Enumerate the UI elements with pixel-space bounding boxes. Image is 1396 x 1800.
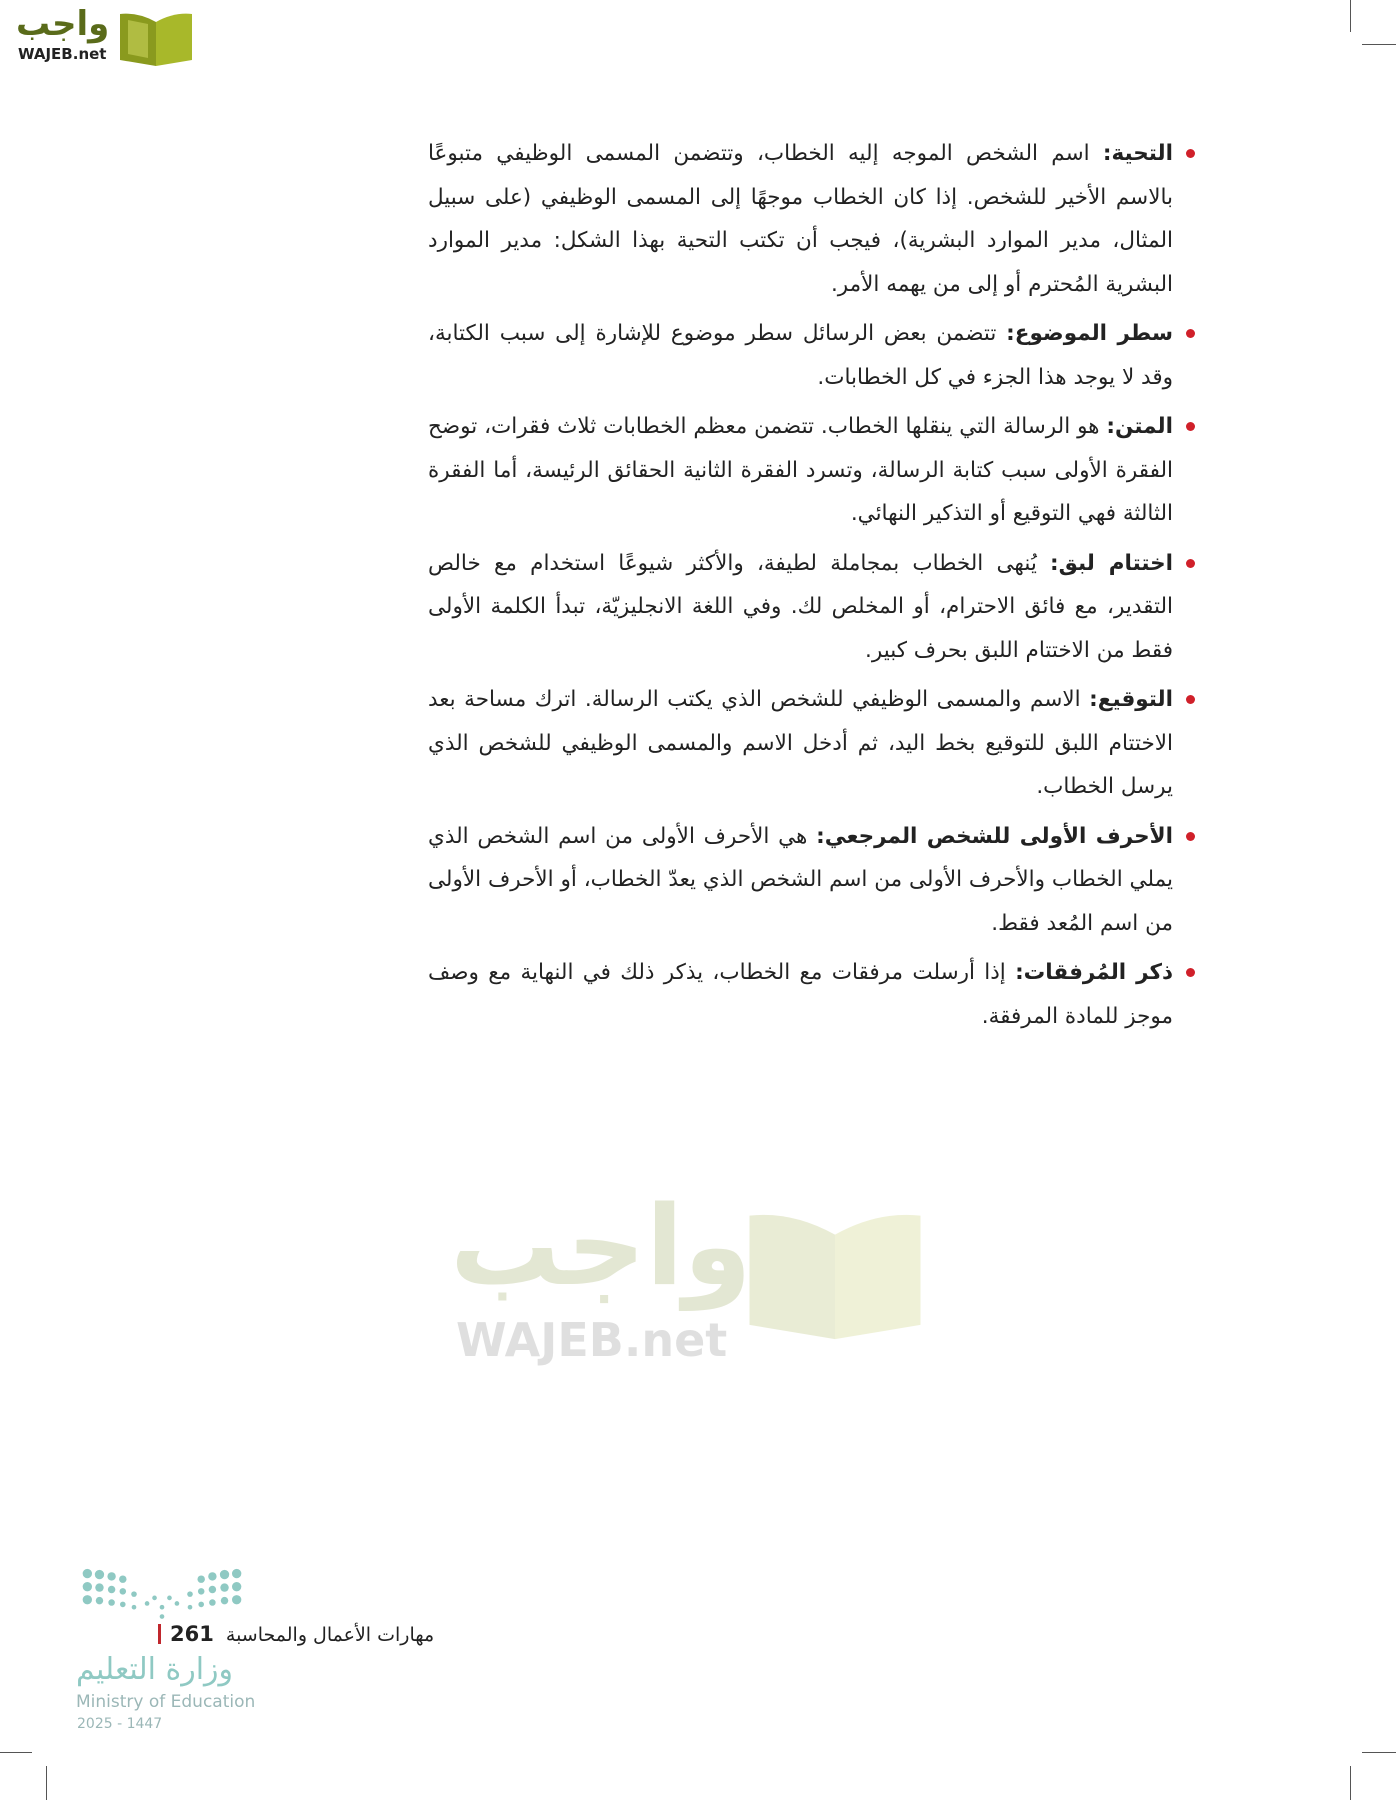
list-item-enclosures bbox=[428, 951, 1173, 1038]
bullet-icon bbox=[1186, 968, 1195, 977]
watermark-book-icon bbox=[740, 1190, 930, 1360]
bullet-icon bbox=[1186, 695, 1195, 704]
list-item-reference-initials bbox=[428, 815, 1173, 946]
bullet-icon bbox=[1186, 422, 1195, 431]
crop-mark bbox=[0, 1752, 32, 1753]
list-item-closing bbox=[428, 542, 1173, 673]
book-icon bbox=[116, 10, 196, 68]
footer-divider bbox=[158, 1624, 161, 1644]
crop-mark bbox=[1362, 1752, 1396, 1753]
list-item-salutation bbox=[428, 132, 1173, 306]
bullet-icon bbox=[1186, 149, 1195, 158]
wajeb-logo bbox=[8, 4, 193, 66]
footer-book-title bbox=[170, 1622, 434, 1647]
watermark-arabic: واجب bbox=[450, 1182, 752, 1310]
bullet-icon bbox=[1186, 329, 1195, 338]
item-term: سطر الموضوع: bbox=[1006, 321, 1173, 346]
crop-mark bbox=[1362, 44, 1396, 45]
item-term: اختتام لبق: bbox=[1050, 550, 1173, 576]
watermark-latin: WAJEB.net bbox=[456, 1313, 728, 1367]
item-text: اسم الشخص الموجه إليه الخطاب، وتتضمن المسمى الوظيفي متبوعًا بالاسم الأخير للشخص. إذا كان الخطاب موجهًا إلى المسمى الوظيفي (على سبيل المثال، مدير الموارد البشرية)، فيجب أن تكتب التحية بهذا الشكل: مدير الموارد البشرية المُحترم أو إلى من يهمه الأمر. bbox=[428, 141, 1173, 297]
book-title: مهارات الأعمال والمحاسبة bbox=[225, 1624, 435, 1646]
item-term: الأحرف الأولى للشخص المرجعي: bbox=[816, 823, 1173, 849]
item-term: ذكر المُرفقات: bbox=[1015, 960, 1173, 985]
item-term: التحية: bbox=[1102, 141, 1173, 166]
page-number: 261 bbox=[170, 1622, 214, 1646]
ministry-name-arabic: وزارة التعليم bbox=[76, 1652, 234, 1687]
logo-latin: WAJEB.net bbox=[18, 45, 107, 63]
item-text: هو الرسالة التي ينقلها الخطاب. تتضمن معظم الخطابات ثلاث فقرات، توضح الفقرة الأولى سبب كتابة الرسالة، وتسرد الفقرة الثانية الحقائق الرئيسة، أما الفقرة الثالثة فهي التوقيع أو التذكير النهائي. bbox=[428, 414, 1173, 526]
edition-year: 2025 - 1447 bbox=[77, 1716, 163, 1732]
list-item-body bbox=[428, 405, 1173, 536]
watermark bbox=[450, 1182, 930, 1380]
crop-mark bbox=[46, 1766, 47, 1800]
ministry-dots-logo bbox=[76, 1568, 248, 1624]
item-text: تتضمن بعض الرسائل سطر موضوع للإشارة إلى سبب الكتابة، وقد لا يوجد هذا الجزء في كل الخطابات. bbox=[428, 321, 1173, 390]
item-term: التوقيع: bbox=[1089, 687, 1173, 712]
bullet-icon bbox=[1186, 559, 1195, 568]
bullet-list bbox=[428, 132, 1173, 1044]
ministry-name-english: Ministry of Education bbox=[76, 1692, 256, 1712]
item-text: إذا أرسلت مرفقات مع الخطاب، يذكر ذلك في النهاية مع وصف موجز للمادة المرفقة. bbox=[428, 960, 1173, 1029]
list-item-subject-line bbox=[428, 312, 1173, 399]
list-item-signature bbox=[428, 678, 1173, 809]
logo-arabic: واجب bbox=[16, 4, 110, 44]
item-term: المتن: bbox=[1106, 414, 1173, 439]
item-text: الاسم والمسمى الوظيفي للشخص الذي يكتب الرسالة. اترك مساحة بعد الاختتام اللبق للتوقيع بخط اليد، ثم أدخل الاسم والمسمى الوظيفي للشخص الذي يرسل الخطاب. bbox=[428, 687, 1173, 799]
crop-mark bbox=[1350, 1766, 1351, 1800]
crop-mark bbox=[1350, 0, 1351, 32]
item-text: هي الأحرف الأولى من اسم الشخص الذي يملي الخطاب والأحرف الأولى من اسم الشخص الذي يعدّ الخطاب، أو الأحرف الأولى من اسم المُعد فقط. bbox=[428, 823, 1173, 936]
bullet-icon bbox=[1186, 832, 1195, 841]
item-text: يُنهى الخطاب بمجاملة لطيفة، والأكثر شيوعًا استخدام مع خالص التقدير، مع فائق الاحترام، أو المخلص لك. وفي اللغة الانجليزيّة، تبدأ الكلمة الأولى فقط من الاختتام اللبق بحرف كبير. bbox=[428, 550, 1173, 663]
